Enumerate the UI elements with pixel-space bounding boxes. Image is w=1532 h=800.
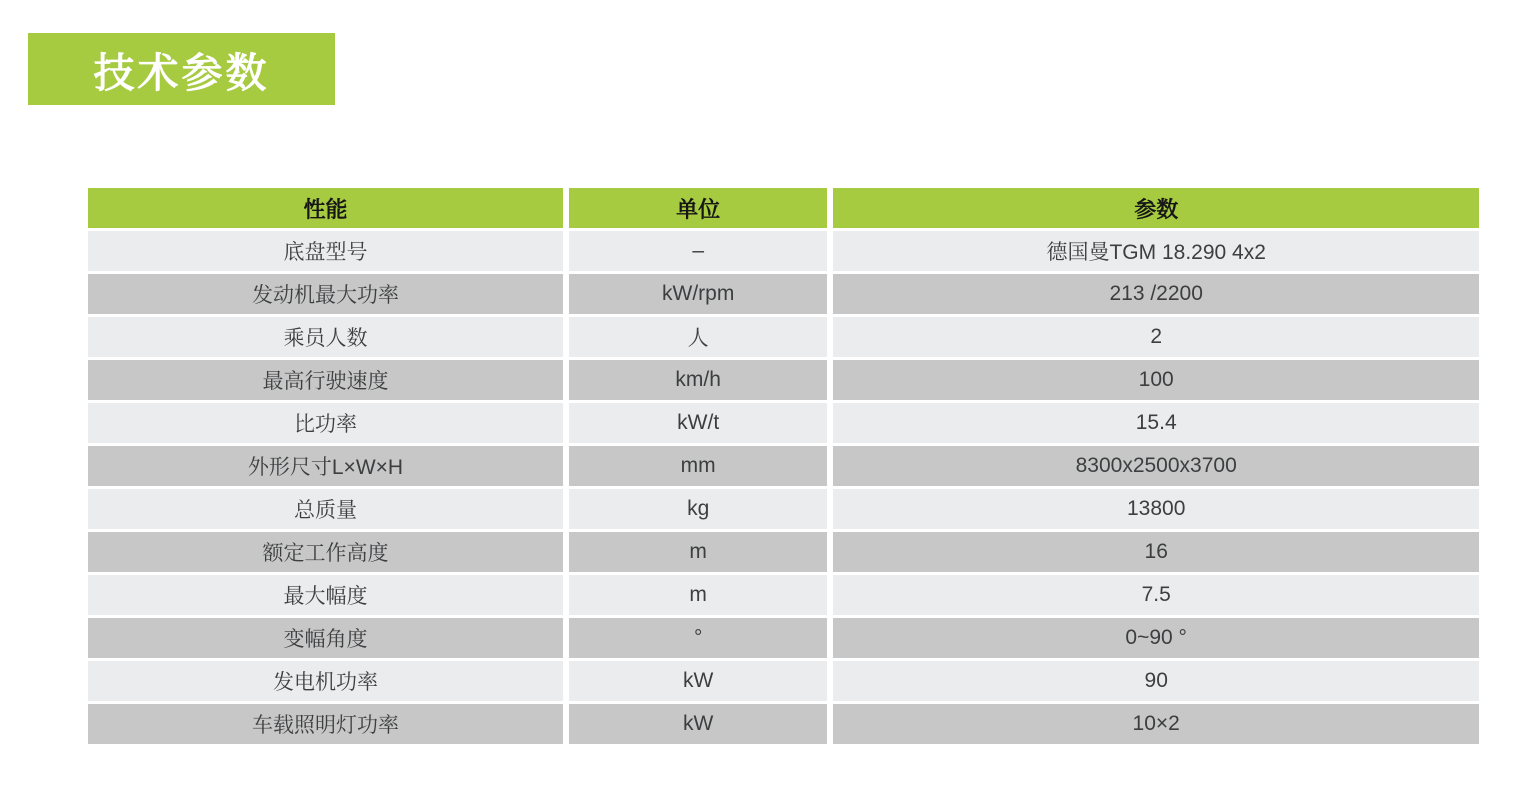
row-unit: mm	[569, 446, 827, 486]
table-row	[88, 618, 1479, 658]
row-value: 13800	[833, 489, 1479, 529]
table-row	[88, 532, 1479, 572]
row-label: 变幅角度	[88, 618, 563, 658]
row-unit: 人	[569, 317, 827, 357]
table-row	[88, 704, 1479, 744]
row-unit: –	[569, 231, 827, 271]
row-value: 德国曼TGM 18.290 4x2	[833, 231, 1479, 271]
table-row	[88, 661, 1479, 701]
header-unit: 单位	[569, 188, 827, 228]
row-label: 车载照明灯功率	[88, 704, 563, 744]
table-header-row	[88, 188, 1479, 228]
row-label: 乘员人数	[88, 317, 563, 357]
header-parameter: 参数	[833, 188, 1479, 228]
spec-table	[88, 188, 1479, 744]
row-value: 2	[833, 317, 1479, 357]
row-value: 7.5	[833, 575, 1479, 615]
row-value: 16	[833, 532, 1479, 572]
row-label: 外形尺寸L×W×H	[88, 446, 563, 486]
row-value: 213 /2200	[833, 274, 1479, 314]
header-performance: 性能	[88, 188, 563, 228]
row-value: 15.4	[833, 403, 1479, 443]
row-value: 90	[833, 661, 1479, 701]
row-unit: °	[569, 618, 827, 658]
table-row	[88, 489, 1479, 529]
row-unit: m	[569, 575, 827, 615]
table-row	[88, 446, 1479, 486]
table-row	[88, 274, 1479, 314]
row-label: 最高行驶速度	[88, 360, 563, 400]
table-row	[88, 575, 1479, 615]
row-value: 100	[833, 360, 1479, 400]
row-label: 底盘型号	[88, 231, 563, 271]
row-value: 8300x2500x3700	[833, 446, 1479, 486]
table-row	[88, 403, 1479, 443]
row-value: 10×2	[833, 704, 1479, 744]
page-title-badge	[28, 33, 335, 105]
row-label: 比功率	[88, 403, 563, 443]
row-unit: km/h	[569, 360, 827, 400]
row-label: 额定工作高度	[88, 532, 563, 572]
row-unit: m	[569, 532, 827, 572]
row-unit: kW/t	[569, 403, 827, 443]
row-value: 0~90 °	[833, 618, 1479, 658]
table-row	[88, 360, 1479, 400]
row-label: 发动机最大功率	[88, 274, 563, 314]
row-unit: kW	[569, 661, 827, 701]
row-unit: kg	[569, 489, 827, 529]
row-unit: kW	[569, 704, 827, 744]
page-title: 技术参数	[93, 49, 270, 96]
row-unit: kW/rpm	[569, 274, 827, 314]
row-label: 最大幅度	[88, 575, 563, 615]
row-label: 总质量	[88, 489, 563, 529]
table-row	[88, 317, 1479, 357]
table-row	[88, 231, 1479, 271]
row-label: 发电机功率	[88, 661, 563, 701]
